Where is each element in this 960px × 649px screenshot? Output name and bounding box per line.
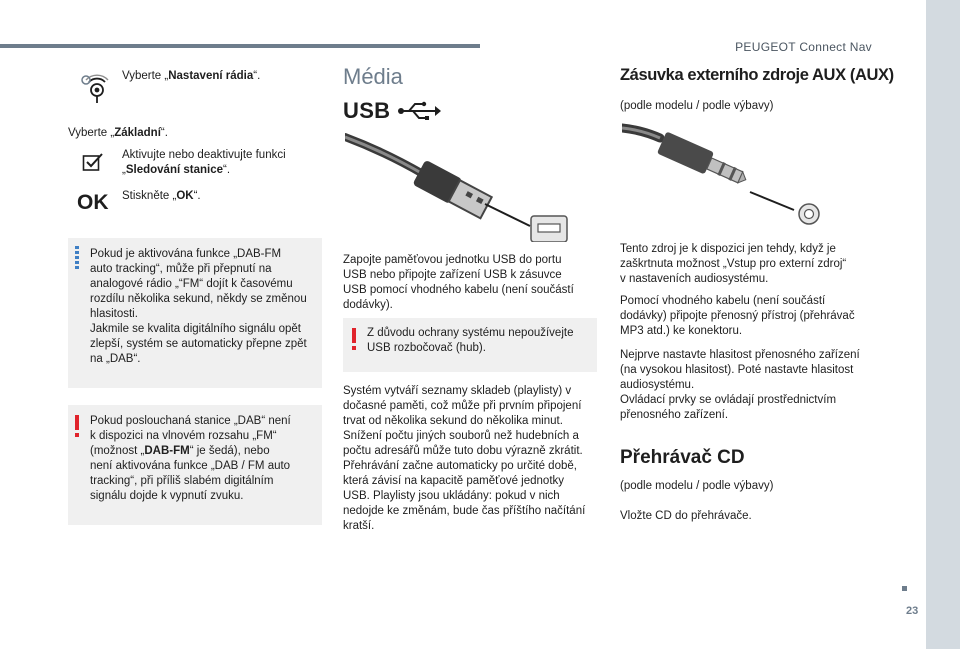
checkbox-icon xyxy=(82,152,104,172)
step-toggle-station-tracking: Aktivujte nebo deaktivujte funkci „Sledování stanice“. xyxy=(122,149,286,176)
radio-settings-icon xyxy=(78,72,112,104)
aux-cable-text: Pomocí vhodného kabelu (není součástí dodávky) připojte přenosný přístroj (přehrávač MP3 atd.) ke konektoru. xyxy=(620,295,855,337)
cd-insert-text: Vložte CD do přehrávače. xyxy=(620,510,752,522)
media-heading: Média xyxy=(343,64,403,89)
step-select-radio-settings: Vyberte „Nastavení rádia“. xyxy=(122,70,261,82)
ok-icon: OK xyxy=(77,191,109,214)
page-sidebar xyxy=(926,0,960,649)
aux-volume-text: Nejprve nastavte hlasitost přenosného zařízení (na vysokou hlasitost). Poté nastavte hlasitost audiosystému. Ovládací prvky se ovládají prostřednictvím přenosného zařízení. xyxy=(620,349,860,421)
page-marker xyxy=(902,586,907,591)
aux-jack-illustration xyxy=(622,122,827,227)
page-number: 23 xyxy=(906,605,919,617)
warning-icon xyxy=(350,328,358,350)
aux-heading: Zásuvka externího zdroje AUX (AUX) xyxy=(620,66,894,84)
aux-model-note: (podle modelu / podle výbavy) xyxy=(620,100,774,112)
info-icon xyxy=(73,246,81,270)
header-bar xyxy=(0,44,480,48)
cd-player-heading: Přehrávač CD xyxy=(620,447,745,468)
step-select-basic: Vyberte „Základní“. xyxy=(68,127,168,139)
usb-icon xyxy=(397,101,441,121)
usb-plug-illustration xyxy=(345,132,575,242)
usb-connect-text: Zapojte paměťovou jednotku USB do portu USB nebo připojte zařízení USB k zásuvce USB pomocí vhodného kabelu (není součástí dodávky). xyxy=(343,254,574,311)
info-note-text: Pokud je aktivována funkce „DAB-FM auto tracking“, může při přepnutí na analogové rádio „“FM“ dojít k časovému rozdílu několika sekund, někdy se změnou hlasitosti. Jakmile se kvalita digitálního signálu opět zlepší, systém se automaticky přepne zpět na „DAB“. xyxy=(90,248,307,365)
manual-title: PEUGEOT Connect Nav xyxy=(735,40,872,54)
warning-note-dab-text: Pokud poslouchaná stanice „DAB“ není k dispozici na vlnovém rozsahu „FM“ (možnost „DAB-FM“ je šedá), nebo není aktivována funkce „DAB / FM auto tracking“, při příliš slabém digitálním signálu dojde k vypnutí zvuku. xyxy=(90,415,291,502)
cd-model-note: (podle modelu / podle výbavy) xyxy=(620,480,774,492)
aux-availability-text: Tento zdroj je k dispozici jen tehdy, když je zaškrtnuta možnost „Vstup pro externí zdroj“ v nastaveních audiosystému. xyxy=(620,243,847,285)
step-press-ok: Stiskněte „OK“. xyxy=(122,190,201,202)
usb-heading: USB xyxy=(343,98,441,124)
warning-icon xyxy=(73,415,81,437)
playlist-text: Systém vytváří seznamy skladeb (playlisty) v dočasné paměti, což může při prvním připojení trvat od několika sekund do několika minut. Snížení počtu jiných souborů než hudebních a počtu adresářů může tuto dobu výrazně zkrátit. Přehrávání začne automaticky po určité době, která závisí na kapacitě paměťové jednotky USB. Playlisty jsou ukládány: pokud v nich nedojde ke změnám, bude čas příštího načítání kratší. xyxy=(343,385,586,532)
warning-note-usb-hub-text: Z důvodu ochrany systému nepoužívejte USB rozbočovač (hub). xyxy=(367,327,574,354)
